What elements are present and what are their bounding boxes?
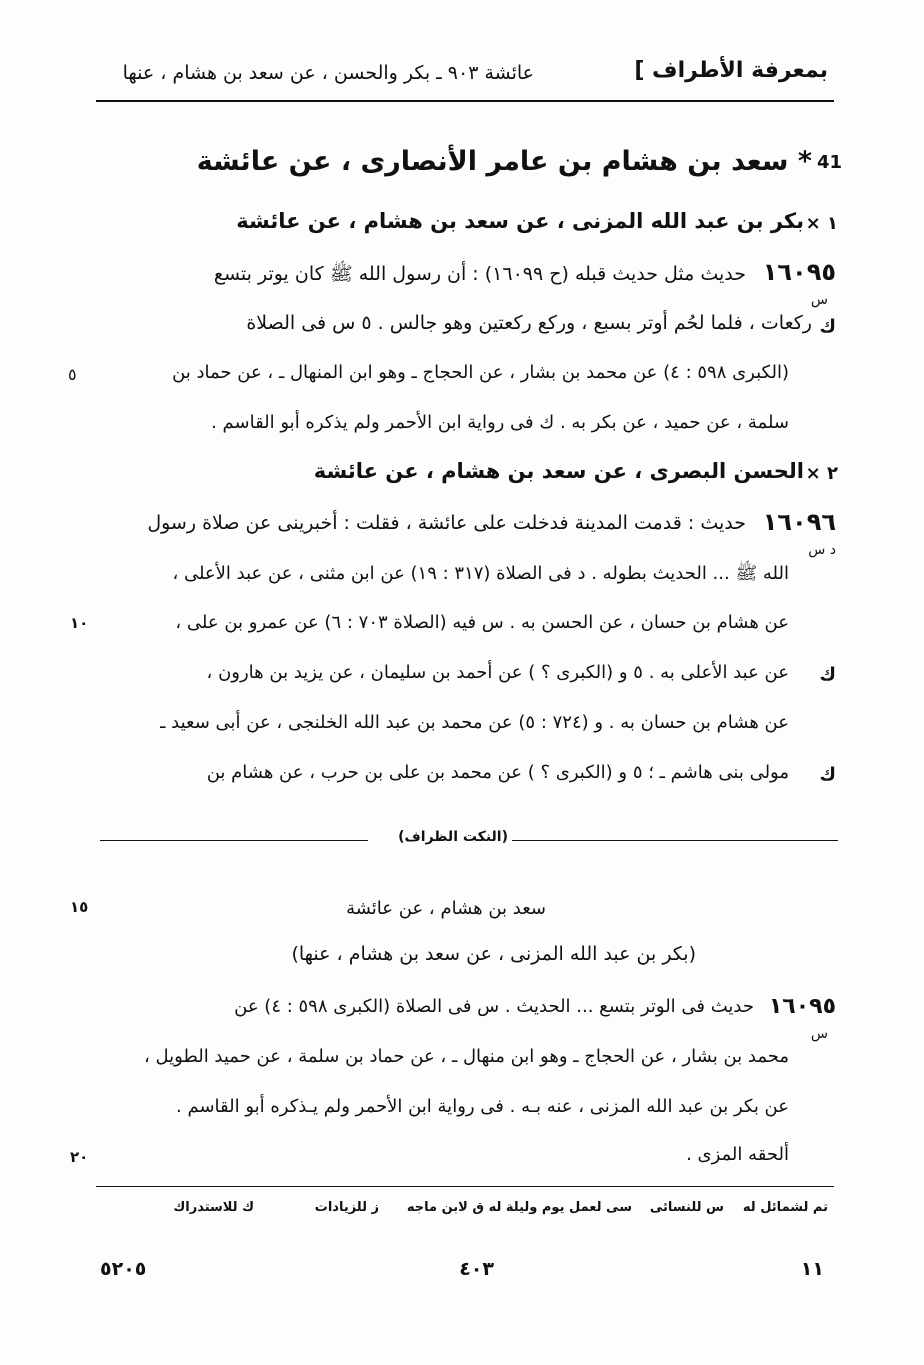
nukat-subheading: (بكر بن عبد الله المزنى ، عن سعد بن هشام ، عنها) — [291, 943, 696, 965]
subsection-1-marker: ١ × — [805, 213, 838, 234]
entry-2-line-1: حديث : قدمت المدينة فدخلت على عائشة ، فقلت : أخبرينى عن صلاة رسول — [147, 512, 746, 534]
subsection-2-title: الحسن البصرى ، عن سعد بن هشام ، عن عائشة — [313, 459, 804, 483]
subsection-2-marker: ٢ × — [805, 463, 838, 484]
entry-1-margin-s: س — [810, 292, 828, 308]
header-right: بمعرفة الأطراف ] — [634, 58, 828, 83]
subsection-1-title: بكر بن عبد الله المزنى ، عن سعد بن هشام ، عن عائشة — [236, 209, 804, 233]
legend-ibn-majah: ق لابن ماجه — [406, 1200, 484, 1215]
entry-2-line-4: عن عبد الأعلى به . ٥ و (الكبرى ؟ ) عن أحمد بن سليمان ، عن يزيد بن هارون ، — [206, 662, 789, 683]
header-rule — [96, 100, 834, 102]
footer-volume: ١١ — [800, 1258, 824, 1280]
entry-2-margin-k1: ك — [819, 664, 836, 685]
nukat-heading: سعد بن هشام ، عن عائشة — [346, 898, 546, 919]
line-number-20: ٢٠ — [70, 1148, 89, 1166]
line-number-10: ١٠ — [70, 614, 89, 632]
entry-2-line-3: عن هشام بن حسان ، عن الحسن به . س فيه (الصلاة ٧٠٣ : ٦) عن عمرو بن على ، — [175, 612, 789, 633]
line-number-15: ١٥ — [70, 898, 89, 916]
divider-rule-right — [512, 840, 838, 841]
section-title: * سعد بن هشام بن عامر الأنصارى ، عن عائشة — [196, 146, 812, 177]
section-number: 41 — [816, 152, 842, 173]
entry-2-margin-k2: ك — [819, 764, 836, 785]
nukat-margin-s: س — [810, 1026, 828, 1042]
footer-page-number: ٤٠٣ — [459, 1258, 494, 1280]
entry-2-line-2: الله ﷺ ... الحديث بطوله . د فى الصلاة (٣١٧ : ١٩) عن ابن مثنى ، عن عبد الأعلى ، — [172, 563, 789, 584]
entry-1-line-2: ركعات ، فلما لحُم أوتر بسبع ، وركع ركعتين وهو جالس . ٥ س فى الصلاة — [246, 312, 812, 334]
entry-2-line-6: مولى بنى هاشم ـ ؛ ٥ و (الكبرى ؟ ) عن محمد بن على بن حرب ، عن هشام بن — [206, 762, 789, 783]
entry-1-margin-k: ك — [819, 316, 836, 337]
entry-1-line-4: سلمة ، عن حميد ، عن بكر به . ك فى رواية ابن الأحمر ولم يذكره أبو القاسم . — [211, 412, 789, 433]
entry-2-line-5: عن هشام بن حسان به . و (٧٢٤ : ٥) عن محمد بن عبد الله الخلنجى ، عن أبى سعيد ـ — [160, 712, 789, 733]
entry-1-line-3: (الكبرى ٥٩٨ : ٤) عن محمد بن بشار ، عن الحجاج ـ وهو ابن المنهال ـ ، عن حماد بن — [172, 362, 789, 383]
entry-1-margin-d: ٥ — [68, 365, 77, 384]
entry-2-margin-ds: د س — [808, 542, 836, 558]
legend-amal-yawm: سى لعمل يوم وليلة له — [488, 1200, 632, 1215]
legend-ziyadat: ز للزيادات — [314, 1200, 379, 1215]
legend-shamail: تم لشمائل له — [742, 1200, 828, 1215]
nukat-number: ١٦٠٩٥ — [768, 994, 836, 1019]
footnote-rule — [96, 1186, 834, 1187]
nukat-line-1: حديث فى الوتر بتسع ... الحديث . س فى الصلاة (الكبرى ٥٩٨ : ٤) عن — [234, 996, 754, 1017]
nukat-line-2: محمد بن بشار ، عن الحجاج ـ وهو ابن منهال ـ ، عن حماد بن سلمة ، عن حميد الطويل ، — [143, 1046, 789, 1067]
entry-1-number: ١٦٠٩٥ — [762, 258, 836, 286]
divider-rule-left — [100, 840, 368, 841]
legend-istidrak: ك للاستدراك — [173, 1200, 254, 1215]
header-center: عائشة ٩٠٣ ـ بكر والحسن ، عن سعد بن هشام ، عنها — [122, 62, 534, 84]
legend-nasai: س للنسائى — [649, 1200, 724, 1215]
entry-2-number: ١٦٠٩٦ — [762, 508, 836, 536]
nukat-line-3: عن بكر بن عبد الله المزنى ، عنه بـه . فى رواية ابن الأحمر ولم يـذكره أبو القاسم . — [176, 1096, 789, 1117]
footer-running-number: ٥٢٠٥ — [100, 1258, 147, 1280]
divider-label: (النكت الظراف) — [398, 829, 508, 845]
entry-1-line-1: حديث مثل حديث قبله (ح ١٦٠٩٩) : أن رسول الله ﷺ كان يوتر بتسع — [213, 263, 746, 285]
nukat-line-4: ألحقه المزى . — [686, 1144, 789, 1165]
